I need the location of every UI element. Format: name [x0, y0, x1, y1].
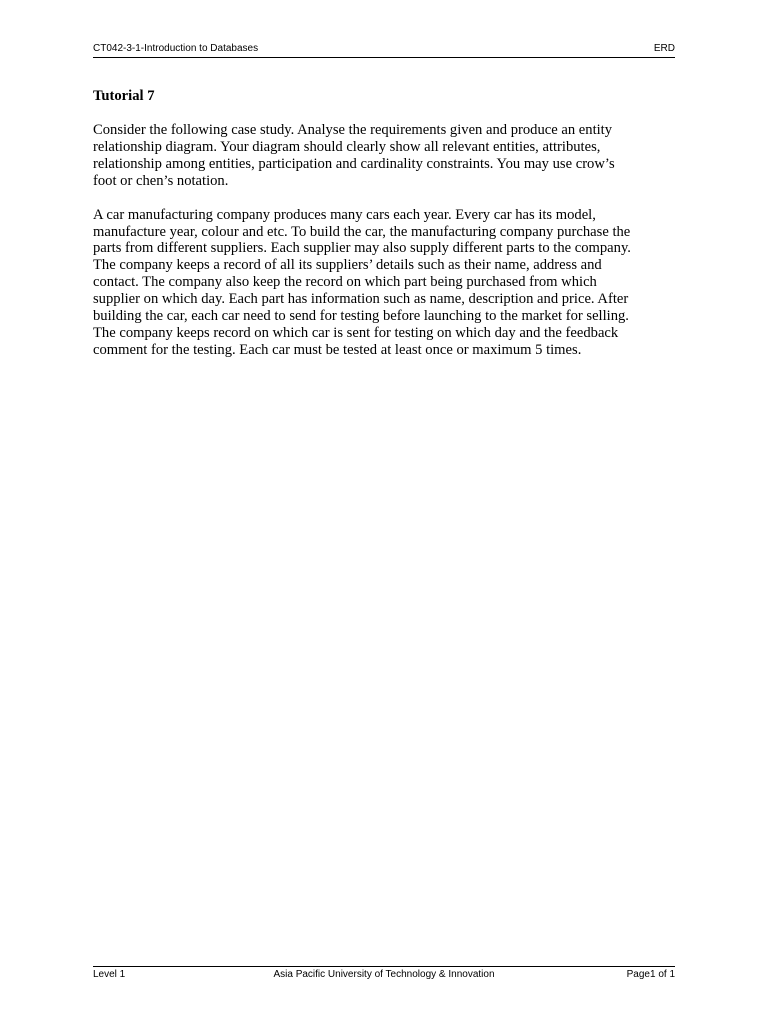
paragraph-line: building the car, each car need to send for testing before launching to the market for selling.	[93, 308, 629, 325]
header-topic: ERD	[653, 43, 675, 54]
page-header	[93, 42, 675, 58]
paragraph-line: supplier on which day. Each part has information such as name, description and price. After	[93, 291, 629, 308]
paragraph-line: The company keeps record on which car is sent for testing on which day and the feedback	[93, 324, 619, 341]
paragraph-line: manufacture year, colour and etc. To build the car, the manufacturing company purchase the	[93, 223, 631, 240]
footer-page-number: Page1 of 1	[626, 969, 675, 980]
document-body	[93, 86, 675, 376]
page-footer	[93, 966, 675, 981]
tutorial-title: Tutorial 7	[93, 88, 155, 104]
paragraph-line: foot or chen’s notation.	[93, 172, 229, 189]
paragraph-line: contact. The company also keep the record on which part being purchased from which	[93, 274, 597, 291]
footer-institution: Asia Pacific University of Technology & Innovation	[273, 969, 495, 980]
paragraph-line: A car manufacturing company produces many cars each year. Every car has its model,	[93, 206, 596, 223]
case-study-paragraph	[93, 207, 675, 359]
paragraph-line: The company keeps a record of all its suppliers’ details such as their name, address and	[93, 257, 602, 274]
footer-level: Level 1	[93, 969, 126, 980]
paragraph-line: comment for the testing. Each car must be tested at least once or maximum 5 times.	[93, 341, 582, 358]
instructions-paragraph	[93, 122, 675, 190]
paragraph-line: parts from different suppliers. Each supplier may also supply different parts to the company.	[93, 240, 631, 257]
paragraph-line: relationship among entities, participation and cardinality constraints. You may use crow’s	[93, 155, 615, 172]
paragraph-line: relationship diagram. Your diagram should clearly show all relevant entities, attributes,	[93, 138, 601, 155]
paragraph-line: Consider the following case study. Analyse the requirements given and produce an entity	[93, 122, 613, 138]
header-course-title: CT042-3-1-Introduction to Databases	[93, 43, 259, 54]
